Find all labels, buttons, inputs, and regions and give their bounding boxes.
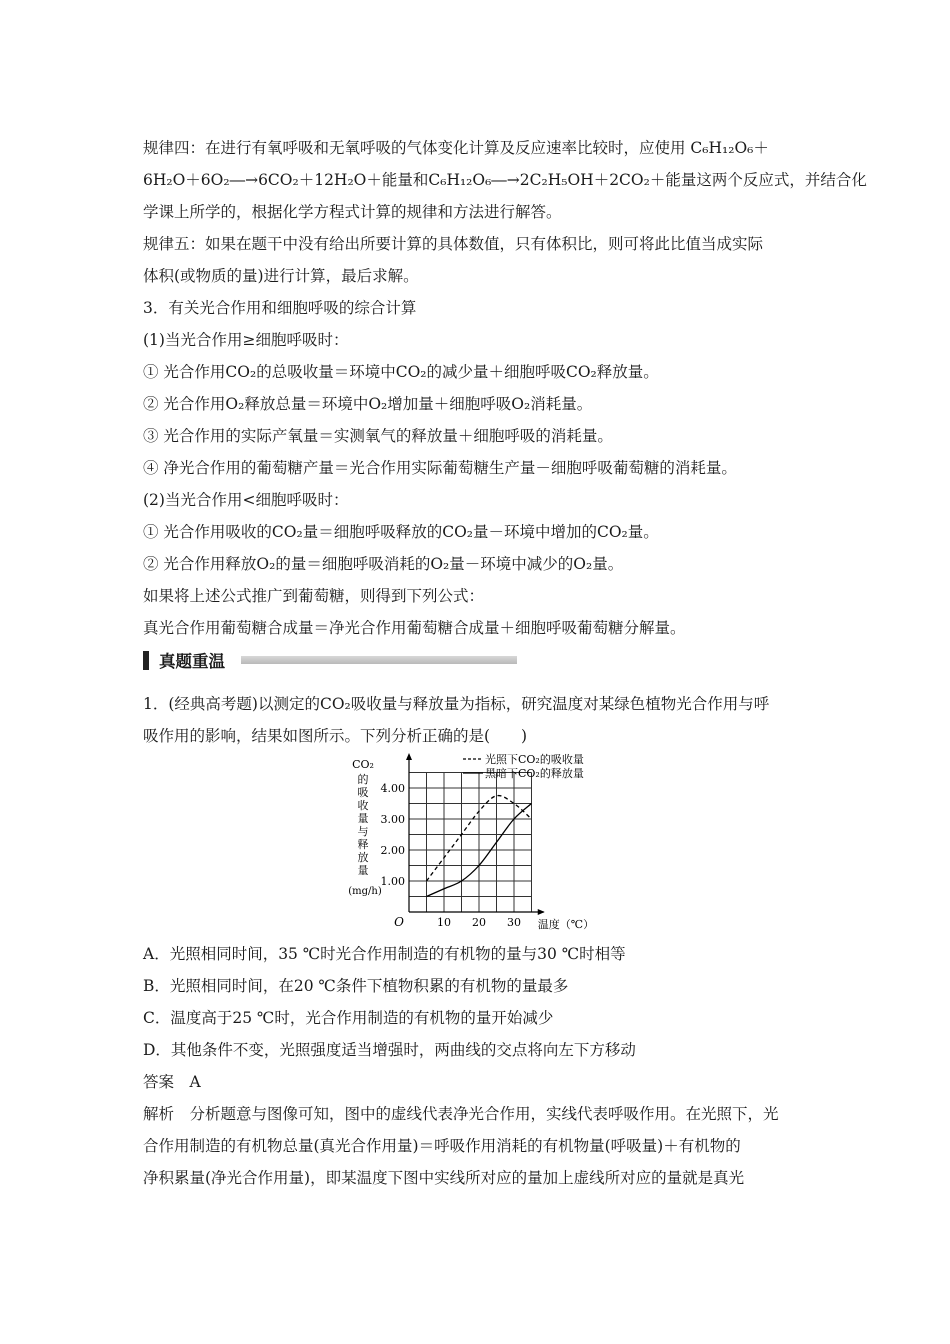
- case2-item-1: ① 光合作用吸收的CO₂量＝细胞呼吸释放的CO₂量－环境中增加的CO₂量。: [143, 523, 659, 541]
- analysis-line1: 解析 分析题意与图像可知，图中的虚线代表净光合作用，实线代表呼吸作用。在光照下，光: [143, 1105, 779, 1123]
- section3-title: 3．有关光合作用和细胞呼吸的综合计算: [143, 299, 417, 317]
- section-header: [143, 644, 813, 676]
- rule5-line2: 体积(或物质的量)进行计算，最后求解。: [143, 267, 419, 285]
- case1-item-3: ③ 光合作用的实际产氧量＝实测氧气的释放量＋细胞呼吸的消耗量。: [143, 427, 613, 445]
- y-axis-label-char: 吸: [357, 786, 369, 799]
- y-axis-label-char: 量: [357, 812, 369, 825]
- legend-label-light: 光照下CO₂的吸收量: [485, 753, 584, 766]
- case2-item-2: ② 光合作用释放O₂的量＝细胞呼吸消耗的O₂量－环境中减少的O₂量。: [143, 555, 624, 573]
- case1-title: (1)当光合作用≥细胞呼吸时：: [143, 331, 349, 349]
- analysis-line2: 合作用制造的有机物总量(真光合作用量)＝呼吸作用消耗的有机物量(呼吸量)＋有机物的: [143, 1137, 741, 1155]
- analysis-line3: 净积累量(净光合作用量)，即某温度下图中实线所对应的量加上虚线所对应的量就是真光: [143, 1169, 745, 1187]
- x-tick-label: 30: [507, 916, 521, 929]
- x-axis-arrow: [538, 909, 545, 915]
- figure: [143, 752, 813, 938]
- question-stem-line1: 1．(经典高考题)以测定的CO₂吸收量与释放量为指标，研究温度对某绿色植物光合作用与呼: [143, 695, 770, 713]
- y-axis-label-char: 放: [357, 851, 369, 864]
- co2-temperature-chart: [343, 752, 603, 938]
- rule4-line3: 学课上所学的，根据化学方程式计算的规律和方法进行解答。: [143, 203, 562, 221]
- section-header-bar: [143, 651, 149, 670]
- y-tick-label: 3.00: [380, 813, 405, 826]
- case2-title: (2)当光合作用<细胞呼吸时：: [143, 491, 349, 509]
- y-axis-label-char: 与: [357, 825, 369, 838]
- case1-item-2: ② 光合作用O₂释放总量＝环境中O₂增加量＋细胞呼吸O₂消耗量。: [143, 395, 593, 413]
- generalize-text: 如果将上述公式推广到葡萄糖，则得到下列公式：: [143, 587, 485, 605]
- y-axis-label-char: 释: [357, 838, 369, 851]
- y-axis-label-co2: CO₂: [352, 758, 374, 771]
- rule4-line1: 规律四：在进行有氧呼吸和无氧呼吸的气体变化计算及反应速率比较时，应使用 C₆H₁₂O₆＋: [143, 139, 769, 157]
- x-axis-label: 温度（℃）: [537, 918, 595, 931]
- y-tick-label: 4.00: [380, 782, 405, 795]
- page-content: [143, 132, 867, 1194]
- option-d: D．其他条件不变，光照强度适当增强时，两曲线的交点将向左下方移动: [143, 1041, 636, 1059]
- y-axis-arrow: [406, 753, 412, 760]
- rule4-line2: 6H₂O＋6O₂―→6CO₂＋12H₂O＋能量和C₆H₁₂O₆―→2C₂H₅OH＋2CO₂＋能量这两个反应式，并结合化: [143, 171, 867, 189]
- y-axis-label-char: 收: [357, 799, 369, 812]
- section-header-title: 真题重温: [159, 652, 225, 671]
- case1-item-4: ④ 净光合作用的葡萄糖产量＝光合作用实际葡萄糖生产量－细胞呼吸葡萄糖的消耗量。: [143, 459, 737, 477]
- option-c: C．温度高于25 ℃时，光合作用制造的有机物的量开始减少: [143, 1009, 554, 1027]
- answer: 答案 A: [143, 1073, 201, 1091]
- section-header-divider: [241, 656, 517, 664]
- case1-item-1: ① 光合作用CO₂的总吸收量＝环境中CO₂的减少量＋细胞呼吸CO₂释放量。: [143, 363, 659, 381]
- option-a: A．光照相同时间，35 ℃时光合作用制造的有机物的量与30 ℃时相等: [143, 945, 626, 963]
- legend-label-dark: 黑暗下CO₂的释放量: [485, 767, 584, 780]
- question-stem-line2: 吸作用的影响，结果如图所示。下列分析正确的是( ): [143, 727, 528, 745]
- x-tick-label: 10: [437, 916, 451, 929]
- rule5-line1: 规律五：如果在题干中没有给出所要计算的具体数值，只有体积比，则可将此比值当成实际: [143, 235, 764, 253]
- option-b: B．光照相同时间，在20 ℃条件下植物积累的有机物的量最多: [143, 977, 569, 995]
- x-tick-label: 20: [472, 916, 486, 929]
- y-tick-label: 2.00: [380, 844, 405, 857]
- glucose-formula: 真光合作用葡萄糖合成量＝净光合作用葡萄糖合成量＋细胞呼吸葡萄糖分解量。: [143, 619, 686, 637]
- y-axis-unit: (mg/h): [348, 886, 382, 897]
- y-tick-label: 1.00: [380, 875, 405, 888]
- y-axis-label-char: 的: [357, 773, 369, 786]
- y-axis-label-char: 量: [357, 864, 369, 877]
- origin-label: O: [394, 915, 404, 929]
